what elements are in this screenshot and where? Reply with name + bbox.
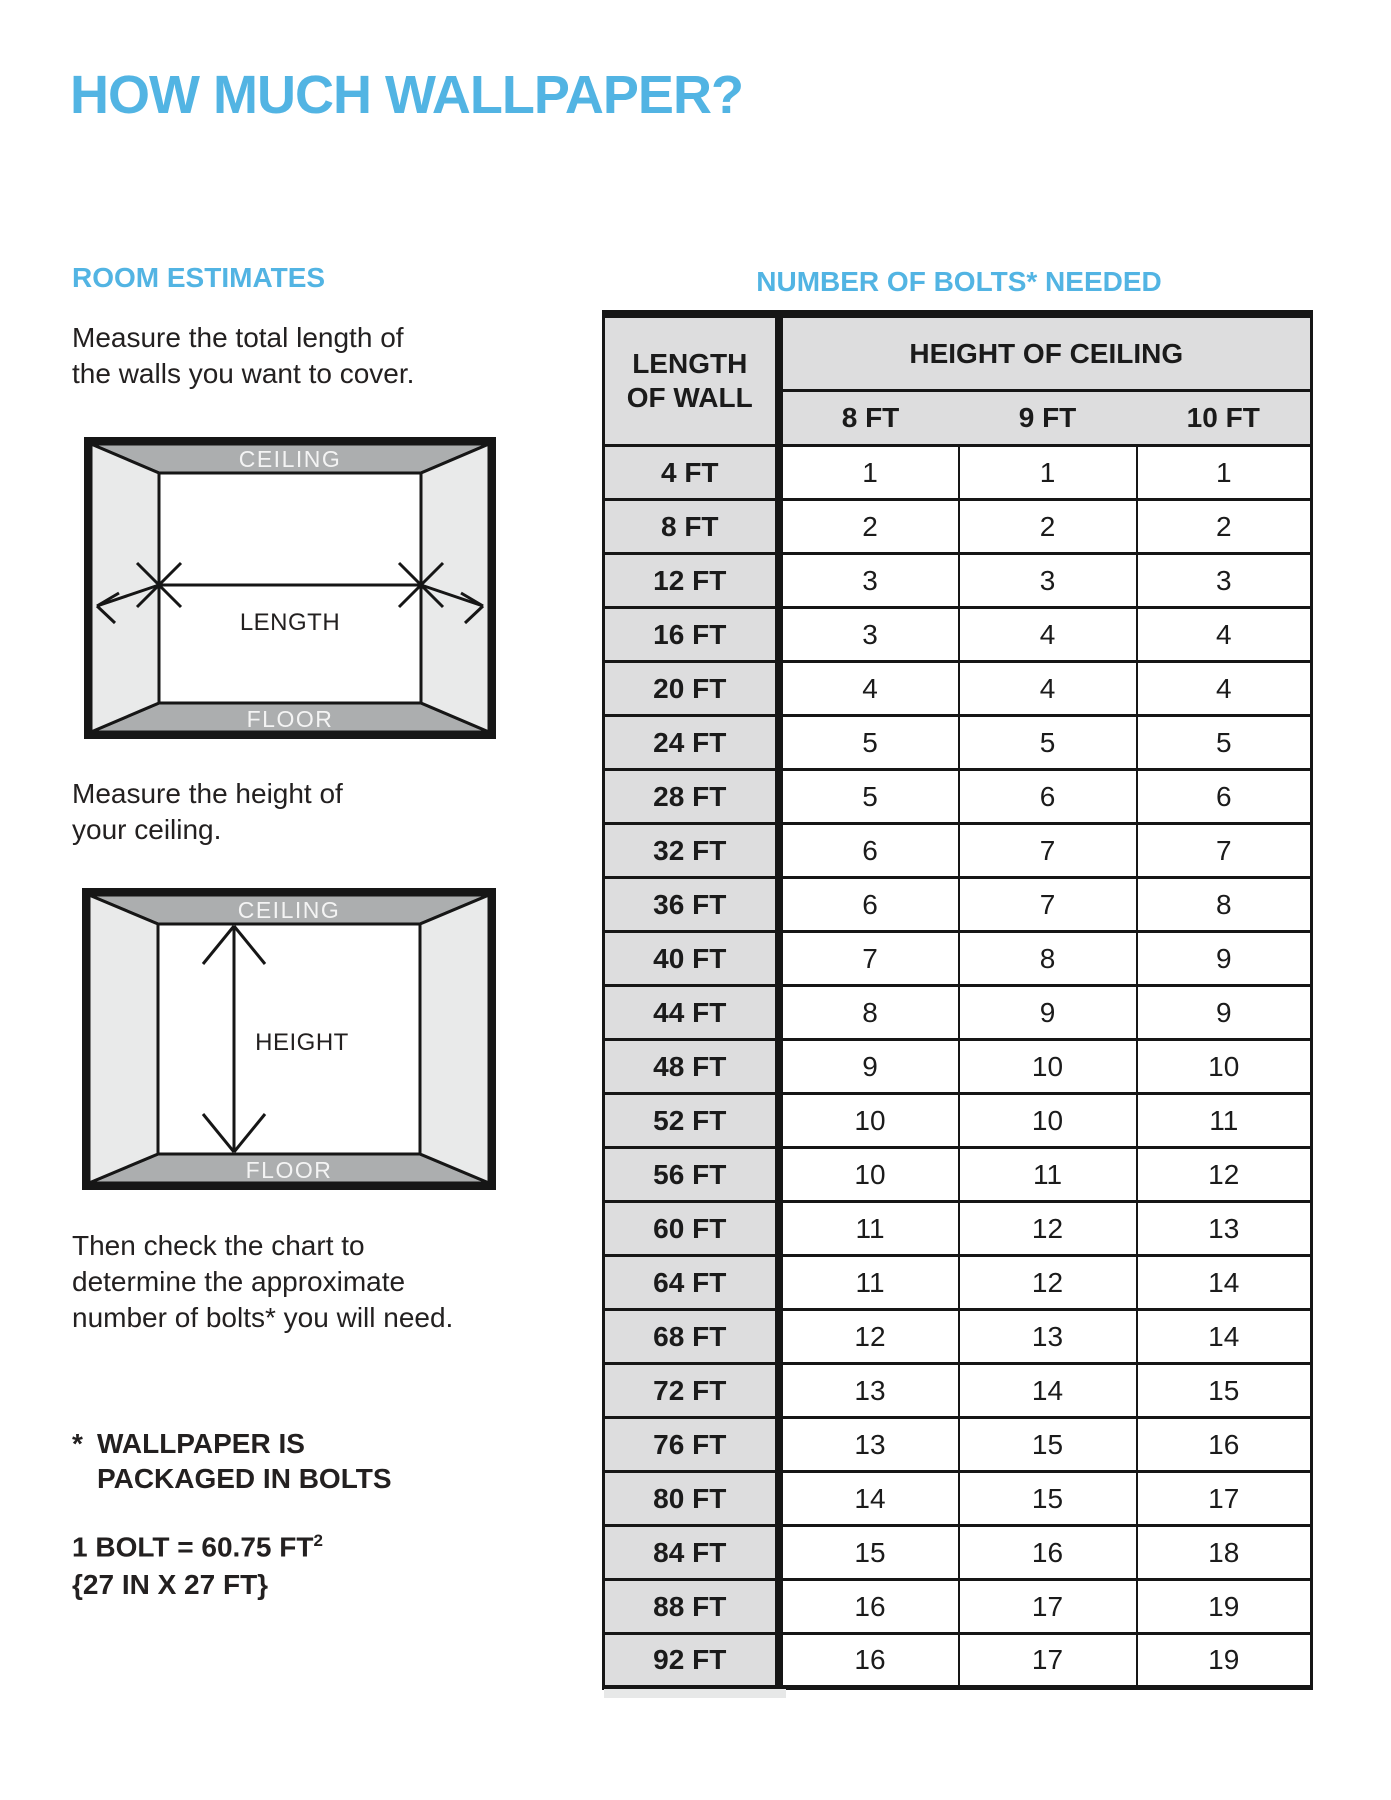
bolt-count-cell: 14 xyxy=(1137,1310,1312,1364)
bolt-count-cell: 18 xyxy=(1137,1526,1312,1580)
table-row xyxy=(604,1364,1312,1418)
column-header-10ft: 10 FT xyxy=(1137,391,1312,446)
bolt-count-cell: 17 xyxy=(959,1580,1137,1634)
footnote-line1: WALLPAPER IS xyxy=(97,1428,305,1459)
wall-length-cell: 28 FT xyxy=(604,770,779,824)
bolt-dimensions: {27 IN X 27 FT} xyxy=(72,1569,269,1601)
bolt-count-cell: 9 xyxy=(1137,986,1312,1040)
bolt-count-cell: 11 xyxy=(779,1256,959,1310)
bolt-count-cell: 14 xyxy=(779,1472,959,1526)
step3-line2: determine the approximate xyxy=(72,1266,406,1297)
bolt-formula: 1 BOLT = 60.75 $FT^2$ xyxy=(72,1531,323,1563)
step3-line3: number of bolts* you will need. xyxy=(72,1302,454,1333)
bolt-count-cell: 16 xyxy=(779,1634,959,1688)
bolt-count-cell: 13 xyxy=(1137,1202,1312,1256)
bolt-count-cell: 4 xyxy=(959,662,1137,716)
bolt-count-cell: 13 xyxy=(959,1310,1137,1364)
bolt-count-cell: 3 xyxy=(959,554,1137,608)
bolt-count-cell: 4 xyxy=(779,662,959,716)
table-row xyxy=(604,1040,1312,1094)
bolt-count-cell: 14 xyxy=(959,1364,1137,1418)
table-row xyxy=(604,1256,1312,1310)
bolt-count-cell: 15 xyxy=(959,1418,1137,1472)
asterisk-marker: * xyxy=(72,1428,83,1459)
bolt-count-cell: 12 xyxy=(779,1310,959,1364)
table-row xyxy=(604,1634,1312,1688)
bolt-count-cell: 10 xyxy=(779,1148,959,1202)
table-header-row xyxy=(604,314,1312,391)
table-row xyxy=(604,770,1312,824)
wall-length-cell: 88 FT xyxy=(604,1580,779,1634)
bolt-count-cell: 5 xyxy=(779,770,959,824)
bolt-count-cell: 4 xyxy=(1137,662,1312,716)
bolt-count-cell: 6 xyxy=(1137,770,1312,824)
wall-length-cell: 32 FT xyxy=(604,824,779,878)
back-wall-panel xyxy=(159,473,421,703)
bolt-quantity-table xyxy=(602,310,1313,1690)
bolt-count-cell: 17 xyxy=(959,1634,1137,1688)
column-header-8ft: 8 FT xyxy=(779,391,959,446)
bolt-count-cell: 1 xyxy=(1137,446,1312,500)
wall-length-cell: 92 FT xyxy=(604,1634,779,1688)
table-row xyxy=(604,878,1312,932)
room-height-diagram xyxy=(82,888,496,1190)
wall-length-cell: 4 FT xyxy=(604,446,779,500)
table-row xyxy=(604,1472,1312,1526)
bolt-count-cell: 8 xyxy=(1137,878,1312,932)
table-row xyxy=(604,1526,1312,1580)
footnote-line2: PACKAGED IN BOLTS xyxy=(97,1463,392,1494)
bolt-count-cell: 8 xyxy=(959,932,1137,986)
bolt-count-cell: 9 xyxy=(1137,932,1312,986)
column-header-9ft: 9 FT xyxy=(959,391,1137,446)
room-estimates-heading: ROOM ESTIMATES xyxy=(72,262,326,293)
bolt-count-cell: 1 xyxy=(959,446,1137,500)
bolt-count-cell: 9 xyxy=(779,1040,959,1094)
bolts-needed-heading: NUMBER OF BOLTS* NEEDED xyxy=(756,266,1162,297)
bolt-count-cell: 5 xyxy=(1137,716,1312,770)
table-row xyxy=(604,662,1312,716)
wall-length-cell: 8 FT xyxy=(604,500,779,554)
bolt-count-cell: 2 xyxy=(779,500,959,554)
wall-length-cell: 48 FT xyxy=(604,1040,779,1094)
table-row xyxy=(604,932,1312,986)
bolt-count-cell: 6 xyxy=(779,824,959,878)
wall-length-cell: 64 FT xyxy=(604,1256,779,1310)
wall-length-cell: 84 FT xyxy=(604,1526,779,1580)
bolt-count-cell: 19 xyxy=(1137,1580,1312,1634)
bolt-count-cell: 16 xyxy=(779,1580,959,1634)
bolt-count-cell: 15 xyxy=(1137,1364,1312,1418)
wall-length-cell: 68 FT xyxy=(604,1310,779,1364)
wall-length-cell: 60 FT xyxy=(604,1202,779,1256)
table-row xyxy=(604,1148,1312,1202)
bolt-count-cell: 17 xyxy=(1137,1472,1312,1526)
wall-length-cell: 12 FT xyxy=(604,554,779,608)
height-label: HEIGHT xyxy=(255,1029,349,1056)
step2-text xyxy=(72,776,343,848)
bolt-count-cell: 11 xyxy=(779,1202,959,1256)
step2-line1: Measure the height of xyxy=(72,778,343,809)
table-row xyxy=(604,716,1312,770)
wall-length-cell: 56 FT xyxy=(604,1148,779,1202)
bolt-count-cell: 2 xyxy=(959,500,1137,554)
table-row xyxy=(604,1310,1312,1364)
length-of-wall-header: LENGTH OF WALL xyxy=(604,314,779,446)
bolt-count-cell: 9 xyxy=(959,986,1137,1040)
wall-length-cell: 52 FT xyxy=(604,1094,779,1148)
bolt-count-cell: 4 xyxy=(1137,608,1312,662)
left-wall-panel xyxy=(89,895,158,1183)
bolt-size-info xyxy=(72,1522,323,1604)
table-row xyxy=(604,986,1312,1040)
step2-line2: your ceiling. xyxy=(72,814,222,845)
bolt-count-cell: 1 xyxy=(779,446,959,500)
bolt-count-cell: 7 xyxy=(1137,824,1312,878)
bolt-count-cell: 12 xyxy=(959,1202,1137,1256)
ceiling-label: CEILING xyxy=(237,897,341,923)
wall-length-cell: 44 FT xyxy=(604,986,779,1040)
bolt-table-body xyxy=(604,314,1312,1688)
table-row xyxy=(604,608,1312,662)
table-row xyxy=(604,554,1312,608)
bolt-count-cell: 12 xyxy=(959,1256,1137,1310)
bolt-count-cell: 11 xyxy=(959,1148,1137,1202)
floor-label: FLOOR xyxy=(245,1157,333,1183)
bolt-count-cell: 8 xyxy=(779,986,959,1040)
bolt-count-cell: 10 xyxy=(959,1040,1137,1094)
table-row xyxy=(604,1094,1312,1148)
bolt-count-cell: 7 xyxy=(959,878,1137,932)
wall-length-cell: 16 FT xyxy=(604,608,779,662)
step3-text xyxy=(72,1228,453,1336)
step3-line1: Then check the chart to xyxy=(72,1230,365,1261)
bolt-count-cell: 13 xyxy=(779,1418,959,1472)
bolt-count-cell: 10 xyxy=(779,1094,959,1148)
bolt-footnote xyxy=(72,1426,392,1496)
bolt-count-cell: 5 xyxy=(779,716,959,770)
bolt-count-cell: 6 xyxy=(779,878,959,932)
room-length-diagram xyxy=(84,437,496,739)
bolt-count-cell: 3 xyxy=(779,608,959,662)
bolt-count-cell: 10 xyxy=(959,1094,1137,1148)
page-title: HOW MUCH WALLPAPER? xyxy=(70,65,743,125)
squared-superscript: 2 xyxy=(313,1531,323,1550)
wall-length-cell: 36 FT xyxy=(604,878,779,932)
bolt-count-cell: 7 xyxy=(779,932,959,986)
bolt-count-cell: 13 xyxy=(779,1364,959,1418)
bolt-count-cell: 3 xyxy=(779,554,959,608)
bolt-count-cell: 16 xyxy=(1137,1418,1312,1472)
bolt-count-cell: 12 xyxy=(1137,1148,1312,1202)
bolt-count-cell: 15 xyxy=(959,1472,1137,1526)
wall-length-cell: 72 FT xyxy=(604,1364,779,1418)
step1-line2: the walls you want to cover. xyxy=(72,358,415,389)
table-row xyxy=(604,1418,1312,1472)
bolt-count-cell: 5 xyxy=(959,716,1137,770)
bolt-count-cell: 16 xyxy=(959,1526,1137,1580)
bolt-count-cell: 3 xyxy=(1137,554,1312,608)
step1-line1: Measure the total length of xyxy=(72,322,404,353)
bolt-count-cell: 19 xyxy=(1137,1634,1312,1688)
label-column-shadow xyxy=(604,1689,786,1698)
wall-length-cell: 20 FT xyxy=(604,662,779,716)
bolt-count-cell: 11 xyxy=(1137,1094,1312,1148)
ceiling-label: CEILING xyxy=(238,446,342,472)
step1-text xyxy=(72,320,414,392)
table-row xyxy=(604,500,1312,554)
bolt-count-cell: 15 xyxy=(779,1526,959,1580)
bolt-count-cell: 2 xyxy=(1137,500,1312,554)
table-row xyxy=(604,1202,1312,1256)
wall-length-cell: 24 FT xyxy=(604,716,779,770)
bolt-count-cell: 4 xyxy=(959,608,1137,662)
wall-length-cell: 40 FT xyxy=(604,932,779,986)
bolt-count-cell: 7 xyxy=(959,824,1137,878)
table-row xyxy=(604,824,1312,878)
bolt-count-cell: 14 xyxy=(1137,1256,1312,1310)
bolt-count-cell: 6 xyxy=(959,770,1137,824)
floor-label: FLOOR xyxy=(246,706,334,732)
wall-length-cell: 76 FT xyxy=(604,1418,779,1472)
wall-length-cell: 80 FT xyxy=(604,1472,779,1526)
table-row xyxy=(604,446,1312,500)
height-of-ceiling-header: HEIGHT OF CEILING xyxy=(779,314,1312,391)
footnote-text xyxy=(97,1426,392,1496)
table-row xyxy=(604,1580,1312,1634)
length-label: LENGTH xyxy=(239,609,341,636)
bolt-count-cell: 10 xyxy=(1137,1040,1312,1094)
right-wall-panel xyxy=(420,895,489,1183)
